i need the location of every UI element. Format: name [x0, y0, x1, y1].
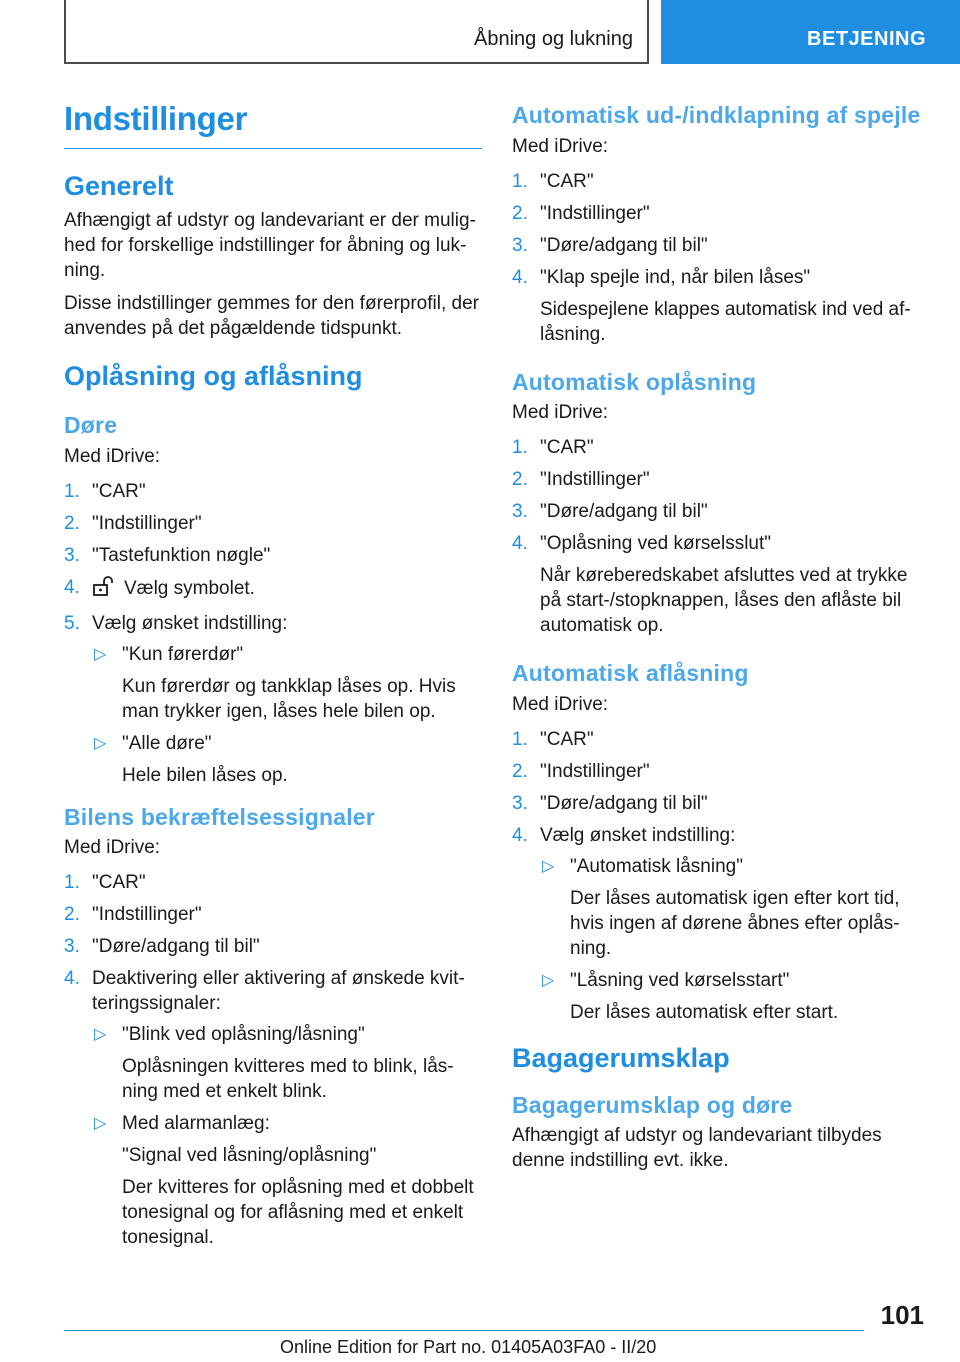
step-number: 5. [64, 612, 80, 634]
generelt-paragraph-2: Disse indstillinger gemmes for den førerprofil, der anvendes på det pågældende tidspunkt. [64, 293, 479, 340]
triangle-icon: ▷ [94, 734, 107, 752]
list-item [64, 611, 482, 788]
step-number: 2. [64, 512, 80, 534]
list-item [64, 934, 482, 959]
step-number: 3. [64, 936, 80, 958]
step-number: 2. [512, 202, 528, 224]
autoaflasning-intro: Med iDrive: [512, 693, 609, 715]
triangle-icon: ▷ [542, 857, 555, 875]
option-item [92, 731, 482, 788]
heading-generelt: Generelt [64, 171, 174, 201]
left-column [64, 92, 482, 1257]
option-item [540, 968, 922, 1025]
list-item [64, 511, 482, 536]
option-label: "Automatisk låsning" [570, 855, 743, 877]
step-text: "Døre/adgang til bil" [92, 936, 260, 958]
list-item [512, 265, 922, 347]
step-note: Sidespejlene klappes automatisk ind ved aflåsning. [540, 298, 911, 345]
option-label: "Alle døre" [122, 732, 212, 754]
right-column [512, 102, 922, 1181]
option-desc: Der låses automatisk efter start. [570, 1001, 839, 1023]
bekraeftelse-options [92, 1022, 482, 1250]
step-number: 3. [64, 544, 80, 566]
option-label: "Blink ved oplåsning/låsning" [122, 1024, 365, 1046]
option-desc: Oplåsningen kvitteres med to blink, låsning med et enkelt blink. [122, 1056, 454, 1103]
dore-steps [64, 479, 482, 788]
step-number: 2. [512, 760, 528, 782]
step-text: "Døre/adgang til bil" [540, 501, 708, 523]
dore-options [92, 642, 482, 788]
list-item [512, 499, 922, 524]
step-number: 4. [64, 576, 80, 598]
step-number: 3. [512, 792, 528, 814]
header-chapter-label: BETJENING [807, 28, 926, 50]
list-item [512, 467, 922, 492]
step-number: 4. [64, 968, 80, 990]
heading-spejle: Automatisk ud-/indklapning af spejle [512, 102, 921, 128]
autooplasning-intro: Med iDrive: [512, 402, 609, 424]
triangle-icon: ▷ [542, 971, 555, 989]
list-item [512, 201, 922, 226]
option-item [92, 642, 482, 724]
autoaflasning-options [540, 854, 922, 1025]
option-label: "Kun førerdør" [122, 643, 244, 665]
step-number: 4. [512, 824, 528, 846]
heading-oplasning: Oplåsning og aflåsning [64, 361, 363, 392]
list-item [512, 823, 922, 1025]
step-text: "Indstillinger" [540, 469, 650, 491]
bagagerum-text: Afhængigt af udstyr og landevariant tilbydes denne indstilling evt. ikke. [512, 1125, 882, 1172]
heading-autooplasning: Automatisk oplåsning [512, 368, 757, 395]
list-item [64, 479, 482, 504]
triangle-icon: ▷ [94, 645, 107, 663]
autooplasning-steps [512, 435, 922, 638]
option-desc: Der kvitteres for oplåsning med et dobbelt tonesignal og for aflåsning med et enkelt tonesignal. [122, 1177, 474, 1249]
header-section-title: Åbning og lukning [473, 28, 633, 50]
step-number: 1. [64, 480, 80, 502]
step-text: "Døre/adgang til bil" [540, 792, 708, 814]
list-item [64, 966, 482, 1250]
option-desc: Kun førerdør og tankklap låses op. Hvis man trykker igen, låses hele bilen op. [122, 675, 456, 722]
dore-intro: Med iDrive: [64, 445, 161, 467]
option-label: Med alarmanlæg: [122, 1113, 270, 1135]
triangle-icon: ▷ [94, 1026, 107, 1044]
step-text: Vælg symbolet. [124, 577, 255, 599]
step-number: 2. [512, 469, 528, 491]
bekraeftelse-steps [64, 870, 482, 1250]
header-section-box [64, 0, 649, 64]
list-item [64, 543, 482, 568]
unlock-icon [92, 575, 116, 604]
step-number: 4. [512, 533, 528, 555]
heading-dore: Døre [64, 412, 118, 439]
step-text: "Indstillinger" [92, 904, 202, 926]
step-text: "Indstillinger" [92, 512, 202, 534]
step-note: Når køreberedskabet afsluttes ved at trykke på start-/stopknappen, låses den aflåste bil automatisk op. [540, 565, 908, 637]
spejle-steps [512, 169, 922, 347]
heading-bagagerum: Bagagerumsklap [512, 1042, 730, 1073]
autoaflasning-steps [512, 727, 922, 1025]
heading-bagagerum-dore: Bagagerumsklap og døre [512, 1091, 793, 1118]
generelt-paragraph-1: Afhængigt af udstyr og landevariant er der mulighed for forskellige indstillinger for åbning og lukning. [64, 210, 476, 282]
list-item [64, 902, 482, 927]
step-text: "Klap spejle ind, når bilen låses" [540, 266, 811, 288]
step-text: "CAR" [540, 728, 594, 750]
list-item [64, 575, 482, 604]
step-text: "Døre/adgang til bil" [540, 234, 708, 256]
option-item [92, 1022, 482, 1104]
step-text: Deaktivering eller aktivering af ønskede kvitteringssignaler: [92, 968, 465, 1015]
bekraeftelse-intro: Med iDrive: [64, 837, 161, 859]
header-chapter-tab [661, 0, 960, 64]
page-title: Indstillinger [64, 100, 482, 149]
footer-edition: Online Edition for Part no. 01405A03FA0 - II/20 [280, 1337, 657, 1357]
step-number: 1. [512, 170, 528, 192]
triangle-icon: ▷ [94, 1115, 107, 1133]
option-item [540, 854, 922, 961]
step-number: 3. [512, 234, 528, 256]
step-text: "CAR" [540, 170, 594, 192]
page-number: 101 [880, 1300, 924, 1330]
step-text: "CAR" [540, 437, 594, 459]
list-item [512, 233, 922, 258]
list-item [512, 759, 922, 784]
step-text: "CAR" [92, 480, 146, 502]
step-text: Vælg ønsket indstilling: [92, 612, 288, 634]
heading-autoaflasning: Automatisk aflåsning [512, 660, 749, 687]
option-item [92, 1111, 482, 1250]
heading-bekraeftelse: Bilens bekræftelsessignaler [64, 803, 375, 830]
step-text: "Indstillinger" [540, 760, 650, 782]
step-number: 4. [512, 266, 528, 288]
list-item [64, 870, 482, 895]
step-number: 2. [64, 904, 80, 926]
step-number: 1. [64, 872, 80, 894]
footer-divider [64, 1330, 864, 1331]
list-item [512, 531, 922, 638]
step-text: "Tastefunktion nøgle" [92, 544, 271, 566]
option-desc: Der låses automatisk igen efter kort tid, hvis ingen af dørene åbnes efter oplåsning. [570, 887, 900, 959]
spejle-intro: Med iDrive: [512, 135, 609, 157]
option-desc: Hele bilen låses op. [122, 764, 288, 786]
list-item [512, 169, 922, 194]
step-number: 3. [512, 501, 528, 523]
step-number: 1. [512, 437, 528, 459]
list-item [512, 727, 922, 752]
step-text: "Oplåsning ved kørselsslut" [540, 533, 772, 555]
option-label: "Låsning ved kørselsstart" [570, 969, 790, 991]
list-item [512, 435, 922, 460]
step-number: 1. [512, 728, 528, 750]
step-text: "Indstillinger" [540, 202, 650, 224]
list-item [512, 791, 922, 816]
step-text: "CAR" [92, 872, 146, 894]
option-desc: "Signal ved låsning/oplåsning" [122, 1145, 377, 1167]
step-text: Vælg ønsket indstilling: [540, 824, 736, 846]
